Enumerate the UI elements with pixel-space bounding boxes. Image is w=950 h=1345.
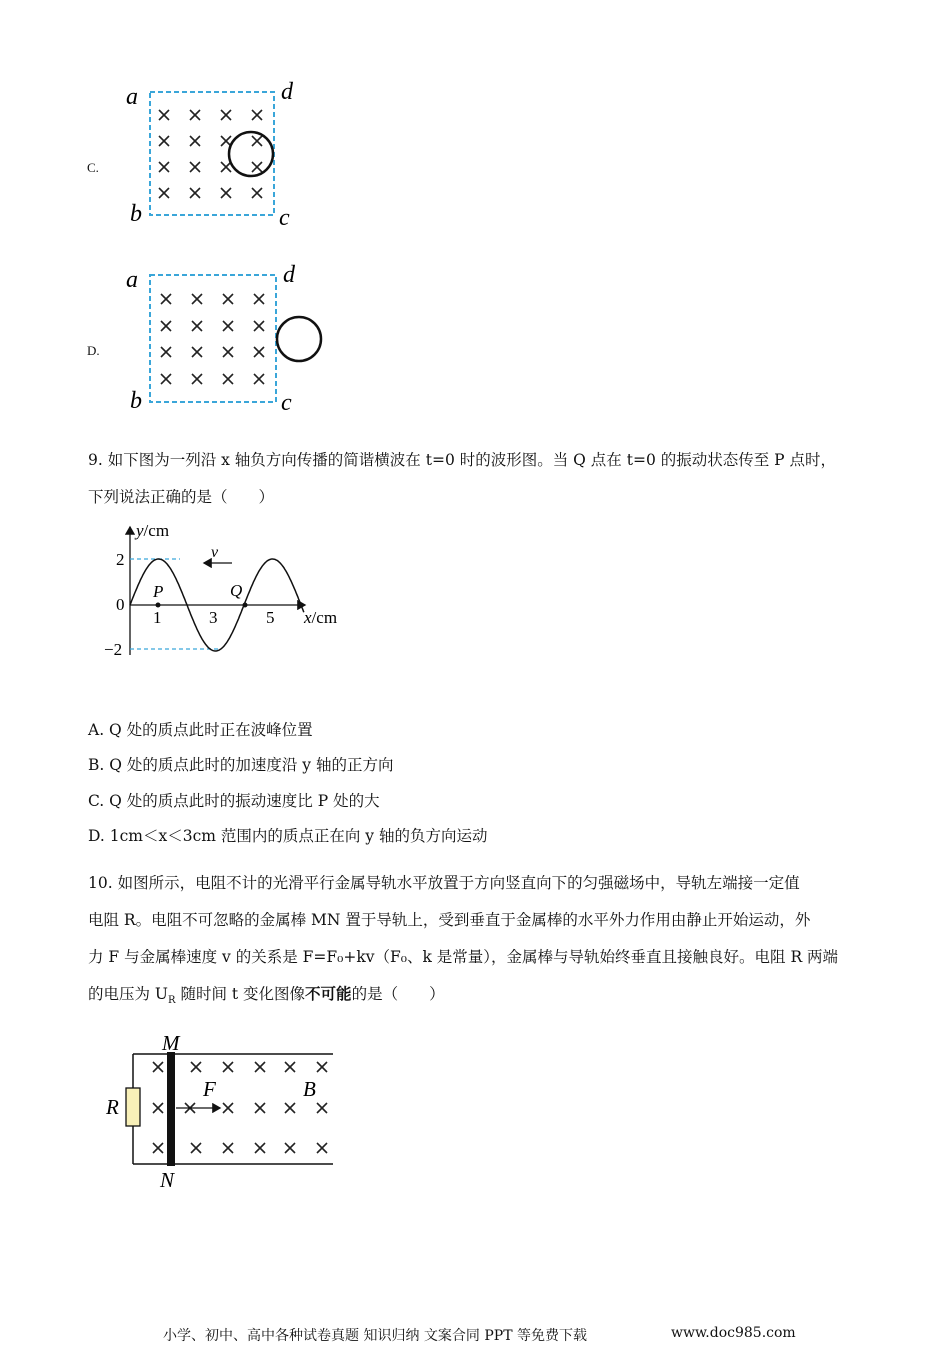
option-c-label: C. [87, 160, 99, 175]
option-c-diagram [120, 75, 310, 235]
footer-text: 小学、初中、高中各种试卷真题 知识归纳 文案合同 PPT 等免费下载 [163, 1328, 587, 1344]
label-f: F [203, 1077, 216, 1101]
corner-a: a [126, 267, 138, 293]
velocity-label: v [211, 544, 219, 561]
corner-d: d [281, 79, 293, 105]
q10-circuit-figure [100, 1030, 350, 1195]
wave-graph [100, 515, 360, 665]
option-d-figure [120, 258, 335, 418]
point-p-label: P [153, 582, 164, 601]
point-q-dot [243, 603, 248, 608]
option-c-figure [120, 75, 310, 235]
x-tick-3: 3 [209, 608, 218, 627]
q10-line4-subscript: R [168, 995, 176, 1007]
y-axis-label: y/cm [136, 521, 170, 540]
q9-stem-line1: 9. 如下图为一列沿 x 轴负方向传播的简谐横波在 t=0 时的波形图。当 Q 点在 t=0 的振动状态传至 P 点时， [88, 451, 837, 469]
q10-line4-part1: 的电压为 U [88, 985, 168, 1003]
q9-wave-figure [100, 515, 360, 665]
q10-stem-line3: 力 F 与金属棒速度 v 的关系是 F=F₀+kv（F₀、k 是常量），金属棒与导轨始终垂直且接触良好。电阻 R 两端 [88, 948, 839, 966]
point-p-dot [156, 603, 161, 608]
y-tick-2: 2 [116, 550, 125, 569]
corner-d: d [283, 262, 295, 288]
q10-line4-part3: 的是（ ） [351, 985, 445, 1003]
option-d-diagram [120, 258, 335, 418]
y-tick-neg2: −2 [104, 640, 123, 659]
resistor [126, 1088, 140, 1126]
q9-option-d[interactable]: D. 1cm＜x＜3cm 范围内的质点正在向 y 轴的负方向运动 [88, 827, 488, 845]
y-tick-0: 0 [116, 595, 125, 614]
option-d-label: D. [87, 343, 100, 358]
q9-option-c[interactable]: C. Q 处的质点此时的振动速度比 P 处的大 [88, 792, 380, 810]
conducting-ring [229, 132, 273, 176]
corner-b: b [130, 201, 142, 227]
label-b: B [303, 1077, 316, 1101]
corner-c: c [279, 205, 290, 231]
q10-stem-line4 [88, 984, 445, 1011]
corner-b: b [130, 388, 142, 414]
x-tick-5: 5 [266, 608, 275, 627]
q9-stem-line2: 下列说法正确的是（ ） [88, 488, 275, 506]
corner-c: c [281, 390, 292, 416]
label-m: M [162, 1031, 180, 1055]
q9-option-b[interactable]: B. Q 处的质点此时的加速度沿 y 轴的正方向 [88, 756, 394, 774]
footer-url[interactable]: www.doc985.com [671, 1325, 796, 1341]
field-crosses [159, 110, 262, 198]
field-crosses [161, 294, 264, 384]
x-tick-1: 1 [153, 608, 162, 627]
metal-bar-mn [167, 1052, 175, 1166]
label-r: R [106, 1095, 119, 1119]
point-q-label: Q [230, 581, 243, 600]
q10-line4-bold: 不可能 [305, 985, 352, 1003]
corner-a: a [126, 84, 138, 110]
rail-circuit [100, 1030, 350, 1195]
x-axis-label: x/cm [304, 608, 338, 627]
q10-stem-line1: 10. 如图所示，电阻不计的光滑平行金属导轨水平放置于方向竖直向下的匀强磁场中，导轨左端接一定值 [88, 874, 800, 892]
conducting-ring [277, 317, 321, 361]
q10-line4-part2: 随时间 t 变化图像 [175, 985, 306, 1003]
q10-stem-line2: 电阻 R。电阻不可忽略的金属棒 MN 置于导轨上，受到垂直于金属棒的水平外力作用由静止开始运动，外 [88, 911, 811, 929]
label-n: N [160, 1168, 175, 1192]
q9-option-a[interactable]: A. Q 处的质点此时正在波峰位置 [88, 721, 313, 739]
